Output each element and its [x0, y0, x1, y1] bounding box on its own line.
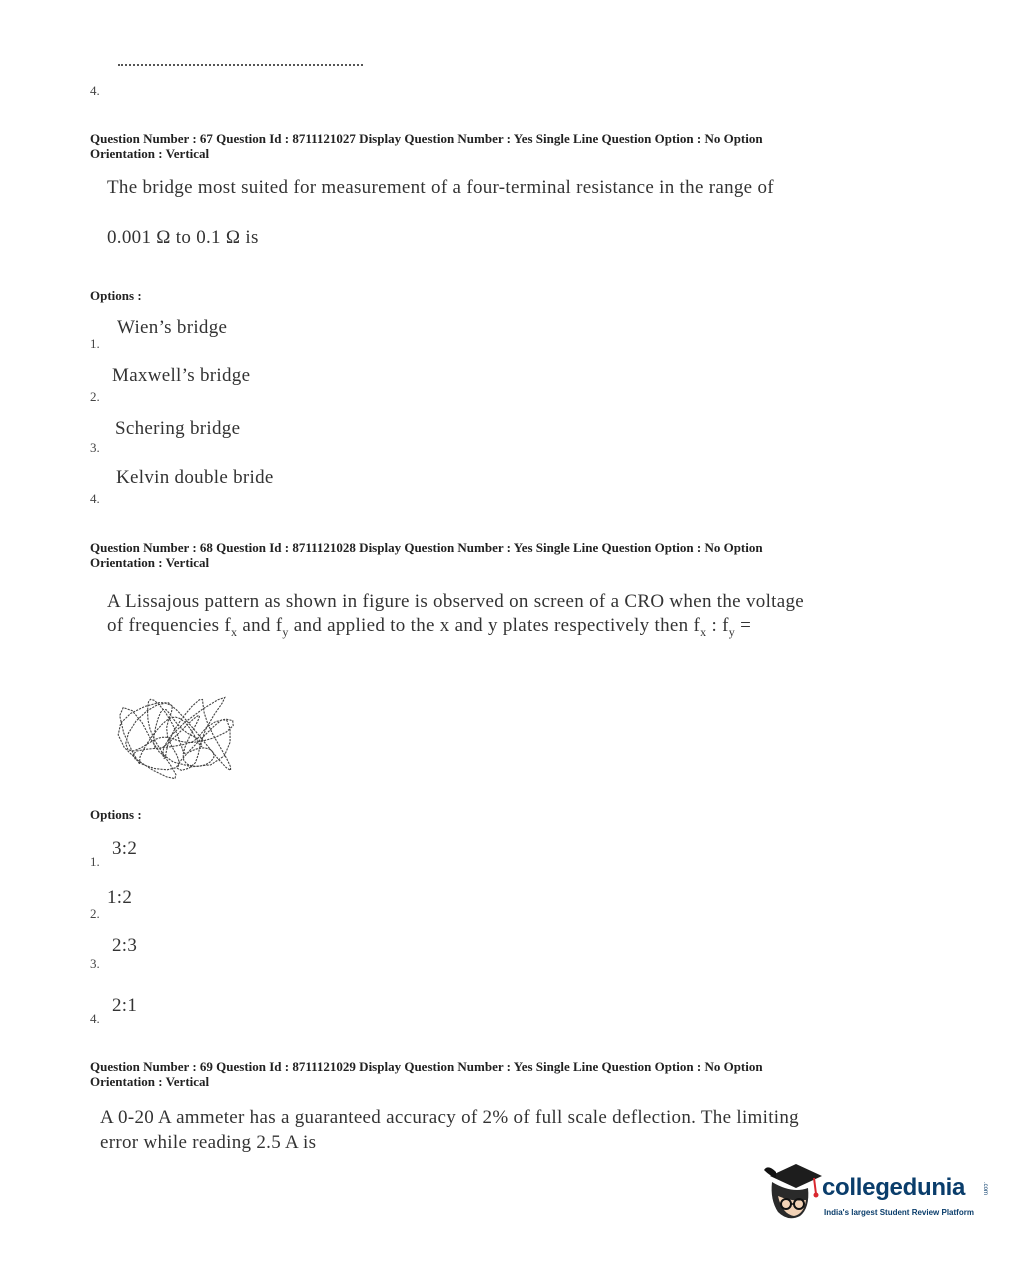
q68-meta-line2: Orientation : Vertical: [90, 555, 210, 570]
q67-option-3-text[interactable]: Schering bridge: [115, 418, 241, 439]
q67-question-line2: 0.001 Ω to 0.1 Ω is: [107, 227, 259, 248]
q68-metadata: [90, 540, 890, 570]
q69-metadata: [90, 1059, 890, 1089]
q68-question-line2: of frequencies $f_x$ and $f_y$ and applied to the x and y plates respectively then $f_x$ : $f_y$ =: [107, 615, 752, 639]
q68-option-1-number: 1.: [90, 854, 100, 869]
logo-wordmark: collegedunia: [822, 1174, 966, 1201]
graduate-mascot-icon: [762, 1160, 824, 1230]
q68-option-3-text[interactable]: 2:3: [112, 935, 138, 956]
q69-meta-line2: Orientation : Vertical: [90, 1074, 210, 1089]
q68-meta-line1: Question Number : 68 Question Id : 8711121028 Display Question Number : Yes Single Line Question Option : No Option: [90, 540, 763, 555]
cut-off-text-line: [118, 64, 363, 70]
q68-option-2-number: 2.: [90, 906, 100, 921]
q67-option-4-text[interactable]: Kelvin double bride: [116, 467, 274, 488]
q67-meta-line1: Question Number : 67 Question Id : 8711121027 Display Question Number : Yes Single Line Question Option : No Option: [90, 131, 763, 146]
q67-option-1-text[interactable]: Wien’s bridge: [117, 317, 228, 338]
prev-option-number: 4.: [90, 83, 100, 98]
q67-question-line1: The bridge most suited for measurement of a four-terminal resistance in the range of: [107, 177, 774, 198]
lissajous-curve: [118, 698, 233, 779]
q67-options-label: Options :: [90, 288, 142, 303]
lissajous-figure: [110, 692, 250, 780]
q68-options-label: Options :: [90, 807, 142, 822]
logo-com-suffix: .com: [982, 1182, 988, 1196]
q67-metadata: [90, 131, 890, 161]
collegedunia-logo[interactable]: [762, 1160, 1002, 1230]
q67-option-1-number: 1.: [90, 336, 100, 351]
q68-question-line1: A Lissajous pattern as shown in figure is observed on screen of a CRO when the voltage: [107, 591, 804, 612]
q68-option-3-number: 3.: [90, 956, 100, 971]
q67-option-2-number: 2.: [90, 389, 100, 404]
logo-tagline: India's largest Student Review Platform: [824, 1208, 974, 1217]
q68-option-2-text[interactable]: 1:2: [107, 887, 133, 908]
q69-question-line2: error while reading 2.5 A is: [100, 1132, 317, 1153]
q68-option-4-text[interactable]: 2:1: [112, 995, 138, 1016]
q67-option-3-number: 3.: [90, 440, 100, 455]
q67-option-2-text[interactable]: Maxwell’s bridge: [112, 365, 251, 386]
q68-option-1-text[interactable]: 3:2: [112, 838, 138, 859]
q69-question-line1: A 0-20 A ammeter has a guaranteed accuracy of 2% of full scale deflection. The limiting: [100, 1107, 799, 1128]
q69-meta-line1: Question Number : 69 Question Id : 8711121029 Display Question Number : Yes Single Line Question Option : No Option: [90, 1059, 763, 1074]
q67-option-4-number: 4.: [90, 491, 100, 506]
q68-option-4-number: 4.: [90, 1011, 100, 1026]
q67-meta-line2: Orientation : Vertical: [90, 146, 210, 161]
